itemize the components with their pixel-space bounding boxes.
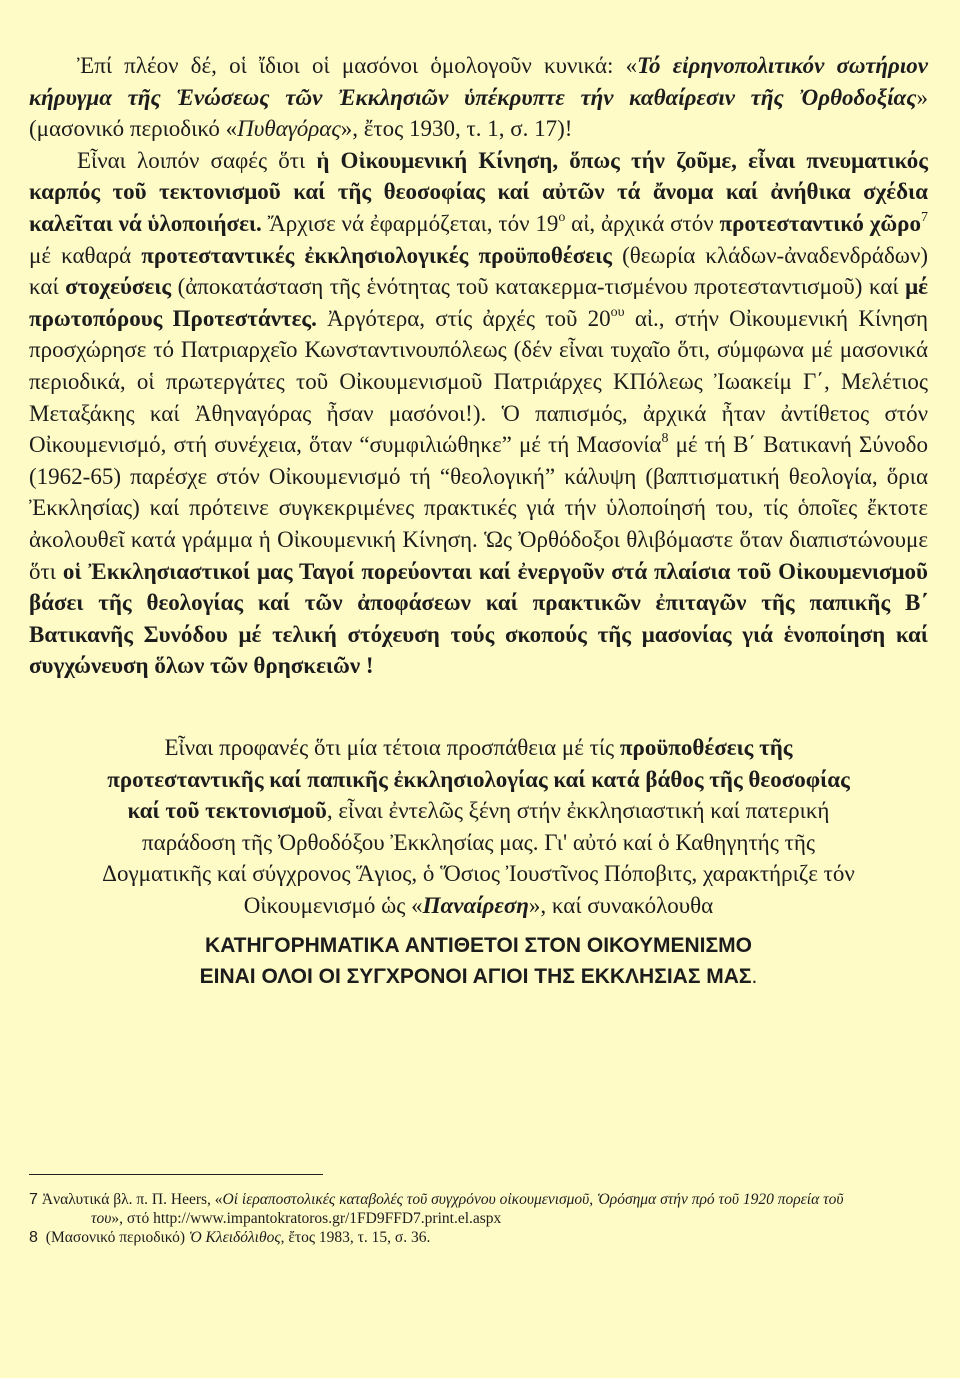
- footnote-divider: [29, 1174, 323, 1175]
- body-text: [29, 50, 928, 682]
- footnotes: 7 Ἀναλυτικά βλ. π. Π. Heers, «Οἱ ἱεραποστολικές καταβολές τοῦ συγχρόνου οἰκουμενισμοῦ, Ὁρόσημα στήν πρό τοῦ 1920 πορεία τοῦ του», στό http://www.impantokratoros.gr/1FD9FFD7.print.el.aspx 8 (Μασονικό περιοδικό) Ὁ Κλειδόλιθος, ἔτος 1983, τ. 15, σ. 36.: [29, 1190, 928, 1247]
- footnote-ref-8[interactable]: 8: [661, 431, 669, 447]
- ordinal-superscript: ο: [558, 209, 566, 225]
- quote-masonic: Τό εἰρηνοπολιτικόν σωτήριον κήρυγμα τῆς Ἑνώσεως τῶν Ἐκκλησιῶν ὑπέκρυπτε τήν καθαίρεσιν τῆς Ὀρθοδοξίας: [29, 53, 929, 110]
- journal-title: Πυθαγόρας: [237, 116, 341, 142]
- paragraph-1: Ἐπί πλέον δέ, οἱ ἴδιοι οἱ μασόνοι ὁμολογοῦν κυνικά: «Τό εἰρηνοπολιτικόν σωτήριον κήρυγμα τῆς Ἑνώσεως τῶν Ἐκκλησιῶν ὑπέκρυπτε τήν καθαίρεσιν τῆς Ὀρθοδοξίας» (μασονικό περιοδικό «Πυθαγόρας», ἔτος 1930, τ. 1, σ. 17)!: [29, 53, 929, 142]
- footnote-ref-7[interactable]: 7: [921, 209, 928, 225]
- paragraph-2: Εἶναι λοιπόν σαφές ὅτι ἡ Οἰκουμενική Κίνηση, ὅπως τήν ζοῦμε, εἶναι πνευματικός καρπός τοῦ τεκτονισμοῦ καί τῆς θεοσοφίας καί αὐτῶν τά ἄνομα καί ἀνήθικα σχέδια καλεῖται νά ὑλοποιήσει. Ἄρχισε νά ἐφαρμόζεται, τόν $19^o$ αἰ, ἀρχικά στόν προτεσταντικό χῶρο$^7$ μέ καθαρά προτεσταντικές ἐκκλησιολογικές προϋποθέσεις (θεωρία κλάδων-ἀναδενδράδων) καί στοχεύσεις (ἀποκατάσταση τῆς ἑνότητας τοῦ κατακερμα-τισμένου προτεσταντισμοῦ) καί μέ πρωτοπόρους Προτεστάντες. Ἀργότερα, στίς ἀρχές τοῦ $20^{o\upsilon}$ αἰ., στήν Οἰκουμενική Κίνηση προσχώρησε τό Πατριαρχεῖο Κωνσταντινουπόλεως (δέν εἶναι τυχαῖο ὅτι, σύμφωνα μέ μασονικά περιοδικά, οἱ πρωτεργάτες τοῦ Οἰκουμενισμοῦ Πατριάρχες ΚΠόλεως Ἰωακείμ Γ΄, Μελέτιος Μεταξάκης καί Ἀθηναγόρας ἦσαν μασόνοι!). Ὁ παπισμός, ἀρχικά ἦταν ἀντίθετος στόν Οἰκουμενισμό, στή συνέχεια, ὅταν “συμφιλιώθηκε” μέ τή Μασονία$^8$ μέ τή Β΄ Βατικανή Σύνοδο (1962-65) παρέσχε στόν Οἰκουμενισμό τή “θεολογική” κάλυψη (βαπτισματική θεολογία, ὅρια Ἐκκλησίας) καί πρότεινε συγκεκριμένες πρακτικές γιά τήν ὑλοποίησή του, τίς ὁποῖες ἔκτοτε ἀκολουθεῖ κατά γράμμα ἡ Οἰκουμενική Κίνηση. Ὡς Ὀρθόδοξοι θλιβόμαστε ὅταν διαπιστώνουμε ὅτι οἱ Ἐκκλησιαστικοί μας Ταγοί πορεύονται καί ἐνεργοῦν στά πλαίσια τοῦ Οἰκουμενισμοῦ βάσει τῆς θεολογίας καί τῶν ἀποφάσεων καί πρακτικῶν ἐπιταγῶν τῆς παπικῆς Β΄ Βατικανῆς Συνόδου μέ τελική στόχευση τούς σκοπούς τῆς μασονίας γιά ἑνοποίηση καί συγχώνευση ὅλων τῶν θρησκειῶν !: [29, 147, 928, 679]
- centered-paragraph: Εἶναι προφανές ὅτι μία τέτοια προσπάθεια μέ τίς προϋποθέσεις τῆς προτεσταντικῆς καί παπικῆς ἐκκλησιολογίας καί κατά βάθος τῆς θεοσοφίας καί τοῦ τεκτονισμοῦ, εἶναι ἐντελῶς ξένη στήν ἐκκλησιαστική καί πατερική παράδοση τῆς Ὀρθοδόξου Ἐκκλησίας μας. Γι' αὐτό καί ὁ Καθηγητής τῆς Δογματικῆς καί σύγχρονος Ἅγιος, ὁ Ὅσιος Ἰουστῖνος Πόποβιτς, χαρακτήριζε τόν Οἰκουμενισμό ὡς «Παναίρεση», καί συνακόλουθα: [102, 735, 855, 918]
- footnote-8: 8 (Μασονικό περιοδικό) Ὁ Κλειδόλιθος, ἔτος 1983, τ. 15, σ. 36.: [29, 1229, 431, 1246]
- ordinal-superscript: ου: [610, 304, 625, 320]
- footnote-7: 7 Ἀναλυτικά βλ. π. Π. Heers, «Οἱ ἱεραποστολικές καταβολές τοῦ συγχρόνου οἰκουμενισμοῦ, Ὁρόσημα στήν πρό τοῦ 1920 πορεία τοῦ: [29, 1191, 844, 1208]
- capital-heading: ΚΑΤΗΓΟΡΗΜΑΤΙΚΑ ΑΝΤΙΘΕΤΟΙ ΣΤΟΝ ΟΙΚΟΥΜΕΝΙΣΜΟ ΕΙΝΑΙ ΟΛΟΙ ΟΙ ΣΥΓΧΡΟΝΟΙ ΑΓΙΟΙ ΤΗΣ ΕΚΚΛΗΣΙΑΣ ΜΑΣ.: [199, 934, 758, 988]
- footnote-link[interactable]: », στό http://www.impantokratoros.gr/1FD9FFD7.print.el.aspx: [111, 1210, 502, 1227]
